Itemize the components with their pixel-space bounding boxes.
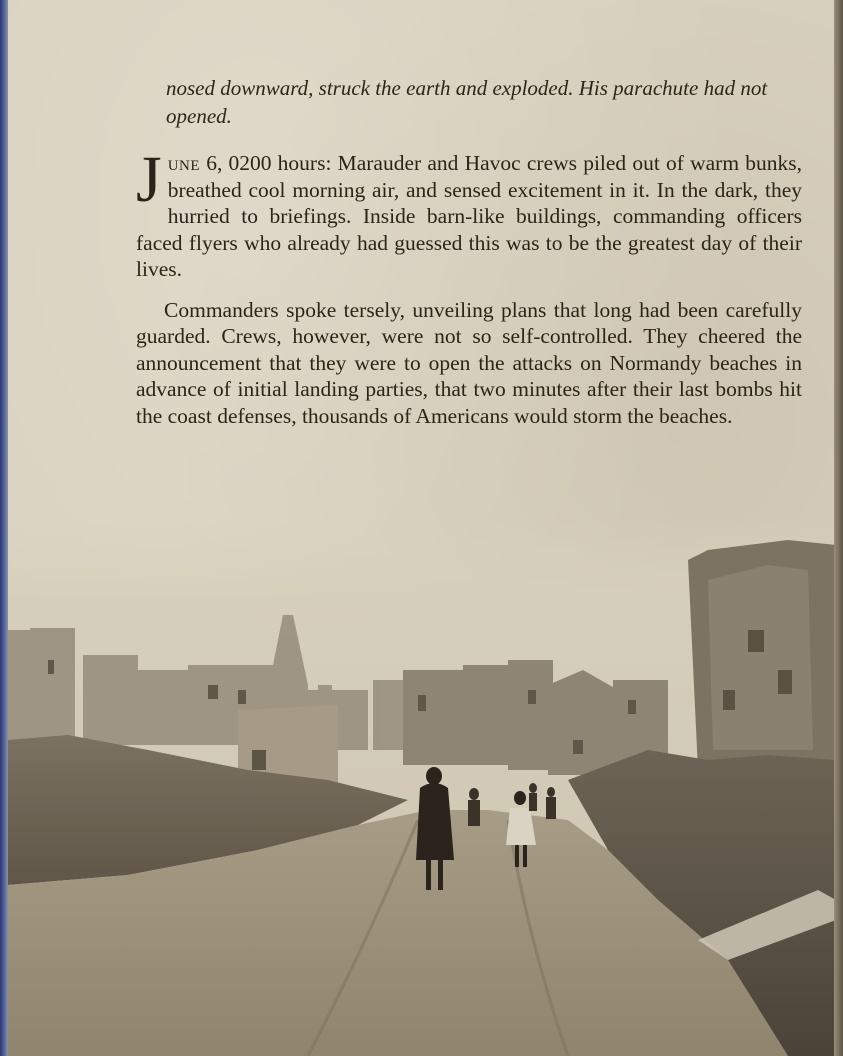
page-stack-edge	[834, 0, 843, 1056]
ruined-town-photograph	[8, 520, 836, 1056]
paragraph-commanders: Commanders spoke tersely, unveiling plans that long had been carefully guarded. Crews, however, were not so self-controlled. They cheered the announcement that they were to open the attacks on Normandy beaches in advance of initial landing parties, that two minutes after their last bombs hit the coast defenses, thousands of Americans would storm the beaches.	[136, 297, 802, 428]
continued-fragment: nosed downward, struck the earth and exploded. His parachute had not opened.	[166, 76, 768, 128]
book-page	[8, 0, 836, 1056]
paragraph-june-6	[136, 143, 802, 283]
text-block	[136, 74, 802, 429]
paragraph-1-text: 6, 0200 hours: Marauder and Havoc crews piled out of warm bunks, breathed cool morning air, and sensed excitement in it. In the dark, they hurried to briefings. Inside barn-like buildings, commanding officers faced flyers who already had guessed this was to be the greatest day of their lives.	[136, 151, 802, 281]
photo-illustration	[8, 520, 836, 1056]
small-caps-lead: une	[167, 151, 201, 175]
drop-cap: J	[136, 143, 162, 216]
